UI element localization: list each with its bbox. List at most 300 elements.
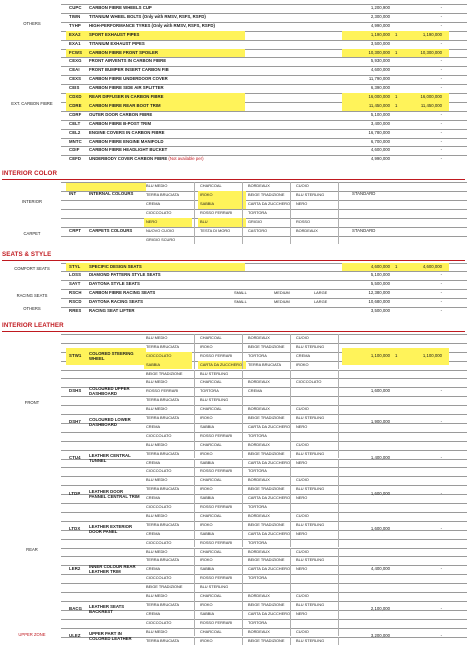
colour-option[interactable]: TERRA BRUCIATA bbox=[146, 343, 179, 352]
option-code: RSCH bbox=[69, 289, 82, 298]
cell-divider bbox=[242, 503, 243, 512]
group-others: OTHERS bbox=[4, 21, 60, 26]
option-code: CEAI bbox=[69, 66, 80, 75]
colour-option[interactable]: SABBIA bbox=[200, 423, 214, 432]
colour-option[interactable]: BLU MEDIO bbox=[146, 476, 167, 485]
colour-row bbox=[0, 556, 467, 565]
colour-option[interactable]: ROSSO FERRARI bbox=[200, 503, 232, 512]
cell-divider bbox=[338, 361, 339, 370]
colour-row bbox=[0, 209, 467, 218]
option-row-cdif bbox=[0, 146, 467, 155]
cell-divider bbox=[194, 200, 195, 209]
colour-option[interactable]: CIOCCOLATO bbox=[146, 209, 171, 218]
colour-row bbox=[0, 512, 467, 521]
colour-option[interactable]: TERRA BRUCIATA bbox=[146, 414, 179, 423]
colour-option[interactable]: TESTA DI MORO bbox=[200, 227, 230, 236]
cell-divider bbox=[242, 476, 243, 485]
colour-option[interactable]: BLU MEDIO bbox=[146, 548, 167, 557]
option-row-ltdx bbox=[0, 525, 467, 534]
colour-option[interactable]: CUOIO bbox=[296, 476, 309, 485]
selected-price: - bbox=[398, 490, 442, 499]
group-carpet: CARPET bbox=[4, 231, 60, 236]
colour-option[interactable]: CHARCOAL bbox=[200, 182, 222, 191]
cell-divider bbox=[194, 592, 195, 601]
option-row-stw1 bbox=[0, 352, 467, 361]
cell-divider bbox=[194, 619, 195, 628]
option-code: CDIF bbox=[69, 146, 79, 155]
cell-divider bbox=[194, 539, 195, 548]
colour-option[interactable]: NERO bbox=[296, 423, 307, 432]
section-interior-color: INTERIOR COLOR bbox=[2, 170, 57, 177]
colour-option[interactable]: CREMA bbox=[146, 530, 160, 539]
option-row-exa2 bbox=[0, 31, 467, 40]
colour-option[interactable]: TERRA BRUCIATA bbox=[146, 485, 179, 494]
colour-option[interactable]: BLU MEDIO bbox=[146, 334, 167, 343]
colour-option[interactable]: BLU MEDIO bbox=[146, 182, 167, 191]
colour-option[interactable]: BLU STERLING bbox=[296, 556, 324, 565]
colour-option[interactable]: CARTA DA ZUCCHERO bbox=[248, 610, 290, 619]
selected-qty: 1 bbox=[395, 93, 397, 102]
cell-divider bbox=[290, 378, 291, 387]
colour-option[interactable]: CREMA bbox=[296, 352, 310, 361]
colour-option[interactable]: IROKO bbox=[200, 485, 213, 494]
cell-divider bbox=[338, 236, 339, 245]
option-code: MNTC bbox=[69, 138, 82, 147]
colour-option[interactable]: CREMA bbox=[248, 387, 262, 396]
seat-size-option[interactable]: SMALL bbox=[234, 289, 247, 298]
colour-option[interactable]: BLU MEDIO bbox=[146, 592, 167, 601]
colour-option[interactable]: CHARCOAL bbox=[200, 441, 222, 450]
colour-option[interactable]: ROSSO FERRARI bbox=[200, 432, 232, 441]
cell-divider bbox=[194, 476, 195, 485]
option-price: 4,600,000 bbox=[346, 146, 390, 155]
selected-price: - bbox=[398, 4, 442, 13]
colour-option[interactable]: TERRA BRUCIATA bbox=[146, 450, 179, 459]
colour-row bbox=[0, 548, 467, 557]
option-description: CARBON FIBRE ENGINE MANIFOLD bbox=[89, 138, 163, 147]
colour-option[interactable]: CHARCOAL bbox=[200, 378, 222, 387]
option-description: DAYTONA RACING SEATS bbox=[89, 298, 143, 307]
colour-option[interactable]: TORTORA bbox=[248, 209, 267, 218]
colour-option[interactable]: CHARCOAL bbox=[200, 592, 222, 601]
selected-price: - bbox=[398, 40, 442, 49]
colour-option[interactable]: CHARCOAL bbox=[200, 512, 222, 521]
colour-option[interactable]: BORDEAUX bbox=[248, 378, 270, 387]
colour-option[interactable]: CIOCCOLATO bbox=[146, 539, 171, 548]
colour-option[interactable]: TORTORA bbox=[200, 387, 219, 396]
colour-row bbox=[0, 619, 467, 628]
cell-divider bbox=[242, 574, 243, 583]
colour-option[interactable]: BEIGE TRADIZIONE bbox=[248, 450, 284, 459]
seat-size-option[interactable]: LARGE bbox=[314, 298, 327, 307]
availability-note: (Not available per) bbox=[167, 156, 203, 161]
option-price: 3,500,000 bbox=[346, 40, 390, 49]
colour-option[interactable]: NERO bbox=[296, 610, 307, 619]
seat-size-option[interactable]: SMALL bbox=[234, 298, 247, 307]
option-description: TITANIUM WHEEL BOLTS (Only with RMSV, RSFS, RSFD) bbox=[89, 13, 206, 22]
colour-row bbox=[0, 583, 467, 592]
colour-option[interactable]: BLU MEDIO bbox=[146, 512, 167, 521]
cell-divider bbox=[290, 583, 291, 592]
colour-option[interactable]: NERO bbox=[296, 565, 307, 574]
selected-price: 16,000,000 bbox=[398, 93, 442, 102]
option-row-ctu4 bbox=[0, 454, 467, 463]
colour-option[interactable]: BORDEAUX bbox=[248, 334, 270, 343]
colour-row bbox=[0, 227, 467, 236]
colour-option[interactable]: CIOCCOLATO bbox=[146, 467, 171, 476]
colour-option[interactable]: BORDEAUX bbox=[248, 182, 270, 191]
seat-size-option[interactable]: MEDIUM bbox=[274, 298, 290, 307]
colour-option[interactable]: CHARCOAL bbox=[200, 334, 222, 343]
cell-divider bbox=[290, 574, 291, 583]
colour-option[interactable]: IROKO bbox=[200, 601, 213, 610]
colour-option[interactable]: CHARCOAL bbox=[200, 548, 222, 557]
colour-option[interactable]: SABBIA bbox=[200, 530, 214, 539]
option-code: LTDX bbox=[69, 525, 80, 534]
colour-option[interactable]: BLU MEDIO bbox=[146, 628, 167, 637]
colour-option[interactable]: CUOIO bbox=[296, 628, 309, 637]
colour-option[interactable]: TERRA BRUCIATA bbox=[146, 637, 179, 645]
colour-option[interactable]: ROSSO bbox=[296, 218, 310, 227]
colour-option[interactable]: TORTORA bbox=[248, 619, 267, 628]
colour-row bbox=[0, 405, 467, 414]
colour-option[interactable]: TORTORA bbox=[248, 467, 267, 476]
colour-option[interactable]: CIOCCOLATO bbox=[146, 503, 171, 512]
cell-divider bbox=[242, 200, 243, 209]
option-description: INNER COLOUR REAR LEATHER TRIM bbox=[89, 564, 141, 574]
cell-divider bbox=[194, 441, 195, 450]
colour-option[interactable]: BLU STERLING bbox=[296, 601, 324, 610]
colour-option[interactable]: TERRA BRUCIATA bbox=[146, 556, 179, 565]
colour-option[interactable]: IROKO bbox=[296, 361, 309, 370]
option-price: 11,790,000 bbox=[346, 75, 390, 84]
colour-option[interactable]: BORDEAUX bbox=[296, 227, 318, 236]
colour-option[interactable]: TORTORA bbox=[248, 503, 267, 512]
colour-option[interactable]: ROSSO FERRARI bbox=[200, 352, 232, 361]
selected-price: - bbox=[398, 454, 442, 463]
option-price: 5,500,000 bbox=[346, 280, 390, 289]
colour-option[interactable]: BORDEAUX bbox=[248, 512, 270, 521]
option-row-rres bbox=[0, 307, 467, 316]
cell-divider bbox=[242, 209, 243, 218]
colour-option[interactable]: CARTA DA ZUCCHERO bbox=[248, 494, 290, 503]
colour-option[interactable]: IROKO bbox=[200, 556, 213, 565]
colour-option[interactable]: SABBIA bbox=[200, 565, 214, 574]
colour-option[interactable]: BLU bbox=[200, 218, 208, 227]
option-price: 1,600,000 bbox=[346, 490, 390, 499]
cell-divider bbox=[338, 592, 339, 601]
cell-divider bbox=[242, 370, 243, 379]
colour-option[interactable]: TERRA BRUCIATA bbox=[146, 191, 179, 200]
colour-option[interactable]: CARTA DA ZUCCHERO bbox=[248, 423, 290, 432]
cell-divider bbox=[338, 200, 339, 209]
option-code: CEXG bbox=[69, 57, 82, 66]
option-price: 5,930,000 bbox=[346, 57, 390, 66]
colour-option[interactable]: BLU STERLING bbox=[296, 485, 324, 494]
colour-option[interactable]: BLU STERLING bbox=[296, 450, 324, 459]
colour-option[interactable]: BORDEAUX bbox=[248, 441, 270, 450]
colour-option[interactable]: TERRA BRUCIATA bbox=[248, 361, 281, 370]
colour-option[interactable]: BLU STERLING bbox=[200, 583, 228, 592]
cell-divider bbox=[290, 209, 291, 218]
colour-option[interactable]: BEIGE TRADIZIONE bbox=[248, 637, 284, 645]
colour-option[interactable]: TORTORA bbox=[248, 352, 267, 361]
colour-option[interactable]: ROSSO FERRARI bbox=[200, 209, 232, 218]
cell-divider bbox=[242, 218, 243, 227]
cell-divider bbox=[290, 512, 291, 521]
colour-option[interactable]: BEIGE TRADIZIONE bbox=[146, 583, 182, 592]
group-ext-carbon: EXT. CARBON FIBRE bbox=[4, 101, 60, 106]
option-code: LER2 bbox=[69, 565, 80, 574]
colour-option[interactable]: BLU MEDIO bbox=[146, 378, 167, 387]
option-price: 2,100,000 bbox=[346, 605, 390, 614]
option-description: INTERNAL COLOURS bbox=[89, 190, 133, 199]
selected-price: - bbox=[398, 387, 442, 396]
option-row-celt bbox=[0, 120, 467, 129]
option-price: 1,400,000 bbox=[346, 454, 390, 463]
colour-option[interactable]: CUOIO bbox=[296, 405, 309, 414]
colour-option[interactable]: BEIGE TRADIZIONE bbox=[248, 485, 284, 494]
colour-option[interactable]: BORDEAUX bbox=[248, 628, 270, 637]
cell-divider bbox=[290, 182, 291, 191]
selected-price: - bbox=[398, 271, 442, 280]
colour-option[interactable]: CUOIO bbox=[296, 334, 309, 343]
colour-option[interactable]: IROKO bbox=[200, 343, 213, 352]
colour-option[interactable]: NERO bbox=[296, 530, 307, 539]
colour-option[interactable]: CARTA DA ZUCCHERO bbox=[248, 530, 290, 539]
option-description: DIAMOND PATTERN STYLE SEATS bbox=[89, 271, 161, 280]
colour-option[interactable]: BEIGE TRADIZIONE bbox=[248, 556, 284, 565]
option-code: SAYT bbox=[69, 280, 80, 289]
colour-option[interactable]: SABBIA bbox=[200, 494, 214, 503]
cell-divider bbox=[242, 182, 243, 191]
colour-option[interactable]: CUOIO bbox=[296, 182, 309, 191]
option-price: 10,680,000 bbox=[346, 298, 390, 307]
cell-divider bbox=[290, 503, 291, 512]
colour-option[interactable]: BLU STERLING bbox=[296, 637, 324, 645]
seat-size-option[interactable]: MEDIUM bbox=[274, 289, 290, 298]
option-price: 1,190,000 bbox=[346, 31, 390, 40]
cell-divider bbox=[338, 227, 339, 236]
cell-divider bbox=[338, 467, 339, 476]
colour-option[interactable]: IROKO bbox=[200, 637, 213, 645]
colour-option[interactable]: BLU STERLING bbox=[296, 343, 324, 352]
option-row-cdrf bbox=[0, 111, 467, 120]
cell-divider bbox=[290, 218, 291, 227]
option-description: CARBON FIBRE WHEELS CUP bbox=[89, 4, 152, 13]
cell-divider bbox=[338, 378, 339, 387]
cell-divider bbox=[242, 512, 243, 521]
colour-option[interactable]: BEIGE TRADIZIONE bbox=[248, 343, 284, 352]
colour-option[interactable]: BEIGE TRADIZIONE bbox=[248, 601, 284, 610]
option-code: STYL bbox=[69, 263, 80, 272]
colour-option[interactable]: IROKO bbox=[200, 450, 213, 459]
colour-option[interactable]: NUOVO CUOIO bbox=[146, 227, 174, 236]
option-row-ceis bbox=[0, 84, 467, 93]
colour-option[interactable]: BORDEAUX bbox=[248, 476, 270, 485]
cell-divider bbox=[338, 476, 339, 485]
colour-option[interactable]: IROKO bbox=[200, 521, 213, 530]
cell-divider bbox=[194, 396, 195, 405]
colour-row bbox=[0, 370, 467, 379]
option-description: FRONT BUMPER INSERT CARBON FIB bbox=[89, 66, 169, 75]
colour-option[interactable]: BLU STERLING bbox=[296, 191, 324, 200]
option-code: RSCD bbox=[69, 298, 82, 307]
colour-option[interactable]: TORTORA bbox=[248, 574, 267, 583]
cell-divider bbox=[290, 343, 291, 352]
cell-divider bbox=[194, 227, 195, 236]
option-row-ulez bbox=[0, 632, 467, 641]
cell-divider bbox=[338, 441, 339, 450]
colour-option[interactable]: BLU MEDIO bbox=[146, 405, 167, 414]
selected-price: 1,100,000 bbox=[398, 352, 442, 361]
option-code: DSHS bbox=[69, 387, 81, 396]
colour-option[interactable]: SABBIA bbox=[200, 200, 214, 209]
colour-option[interactable]: SABBIA bbox=[146, 361, 160, 370]
cell-divider bbox=[290, 539, 291, 548]
option-code: LTDP bbox=[69, 490, 80, 499]
option-code: LOSS bbox=[69, 271, 81, 280]
colour-option[interactable]: CIOCCOLATO bbox=[146, 352, 171, 361]
colour-option[interactable]: CIOCCOLATO bbox=[296, 378, 321, 387]
option-row-loss bbox=[0, 271, 467, 280]
colour-row bbox=[0, 396, 467, 405]
colour-option[interactable]: TERRA BRUCIATA bbox=[146, 601, 179, 610]
colour-option[interactable]: BLU STERLING bbox=[296, 414, 324, 423]
colour-option[interactable]: TERRA BRUCIATA bbox=[146, 521, 179, 530]
cell-divider bbox=[290, 556, 291, 565]
option-row-ltdp bbox=[0, 490, 467, 499]
colour-option[interactable]: BLU MEDIO bbox=[146, 441, 167, 450]
selected-qty: 1 bbox=[395, 102, 397, 111]
section-interior-leather: INTERIOR LEATHER bbox=[2, 322, 64, 329]
colour-row bbox=[0, 432, 467, 441]
option-price: 1,600,000 bbox=[346, 387, 390, 396]
option-price: 4,990,000 bbox=[346, 155, 390, 164]
colour-option[interactable]: CIOCCOLATO bbox=[146, 574, 171, 583]
colour-option[interactable]: TERRA BRUCIATA bbox=[146, 396, 179, 405]
selected-price: - bbox=[398, 120, 442, 129]
cell-divider bbox=[338, 343, 339, 352]
colour-option[interactable]: CIOCCOLATO bbox=[146, 432, 171, 441]
cell-divider bbox=[194, 334, 195, 343]
cell-divider bbox=[290, 227, 291, 236]
option-description: CARBON FIBRE FRONT SPOILER bbox=[89, 49, 158, 58]
colour-option[interactable]: CUOIO bbox=[296, 441, 309, 450]
colour-option[interactable]: ROSSO FERRARI bbox=[146, 387, 178, 396]
seat-size-option[interactable]: LARGE bbox=[314, 289, 327, 298]
colour-option[interactable]: NERO bbox=[296, 494, 307, 503]
colour-option[interactable]: ROSSO FERRARI bbox=[200, 539, 232, 548]
colour-option[interactable]: CREMA bbox=[146, 459, 160, 468]
option-description: CARPETS COLOURS bbox=[89, 227, 132, 236]
colour-option[interactable]: NERO bbox=[296, 459, 307, 468]
colour-option[interactable]: CUOIO bbox=[296, 548, 309, 557]
colour-option[interactable]: CHARCOAL bbox=[200, 628, 222, 637]
option-description: CARBON FIBRE RACING SEATS bbox=[89, 289, 155, 298]
colour-option[interactable]: CHARCOAL bbox=[200, 405, 222, 414]
colour-option[interactable]: IROKO bbox=[200, 191, 213, 200]
colour-option[interactable]: BLU STERLING bbox=[200, 396, 228, 405]
standard-label: STANDARD bbox=[352, 227, 375, 236]
colour-option[interactable]: TORTORA bbox=[248, 432, 267, 441]
colour-option[interactable]: CARTA DA ZUCCHERO bbox=[248, 565, 290, 574]
colour-option[interactable]: CARTA DA ZUCCHERO bbox=[248, 459, 290, 468]
cell-divider bbox=[242, 378, 243, 387]
option-price: 11,450,000 bbox=[346, 102, 390, 111]
colour-option[interactable]: CUOIO bbox=[296, 592, 309, 601]
colour-option[interactable]: ROSSO FERRARI bbox=[200, 574, 232, 583]
row-rule bbox=[61, 396, 467, 397]
colour-option[interactable]: GRIGIO bbox=[248, 218, 262, 227]
colour-option[interactable]: BEIGE TRADIZIONE bbox=[248, 414, 284, 423]
colour-option[interactable]: SABBIA bbox=[200, 459, 214, 468]
cell-divider bbox=[338, 370, 339, 379]
colour-option[interactable]: BEIGE TRADIZIONE bbox=[146, 370, 182, 379]
option-price: 3,200,000 bbox=[346, 632, 390, 641]
cell-divider bbox=[338, 548, 339, 557]
colour-option[interactable]: CARTA DA ZUCCHERO bbox=[248, 200, 290, 209]
colour-option[interactable]: CREMA bbox=[146, 200, 160, 209]
colour-option[interactable]: BLU STERLING bbox=[296, 521, 324, 530]
option-price: 5,100,000 bbox=[346, 271, 390, 280]
option-description: LEATHER CENTRAL TUNNEL bbox=[89, 453, 141, 463]
colour-option[interactable]: CREMA bbox=[146, 494, 160, 503]
cell-divider bbox=[194, 512, 195, 521]
colour-option[interactable]: CARTA DA ZUCCHERO bbox=[200, 361, 242, 370]
colour-option[interactable]: IROKO bbox=[200, 414, 213, 423]
colour-option[interactable]: CREMA bbox=[146, 610, 160, 619]
row-rule bbox=[61, 370, 467, 371]
colour-option[interactable]: BEIGE TRADIZIONE bbox=[248, 191, 284, 200]
colour-option[interactable]: CREMA bbox=[146, 423, 160, 432]
colour-option[interactable]: BLU STERLING bbox=[200, 370, 228, 379]
colour-option[interactable]: NERO bbox=[146, 218, 157, 227]
colour-option[interactable]: NERO bbox=[296, 200, 307, 209]
colour-option[interactable]: CREMA bbox=[146, 565, 160, 574]
option-description: CARBON FIBRE REAR BOOT TRIM bbox=[89, 102, 161, 111]
option-row-rscd bbox=[0, 298, 467, 307]
colour-option[interactable]: SABBIA bbox=[200, 610, 214, 619]
option-price: 1,600,000 bbox=[346, 525, 390, 534]
colour-option[interactable]: BEIGE TRADIZIONE bbox=[248, 521, 284, 530]
colour-option[interactable]: ROSSO FERRARI bbox=[200, 467, 232, 476]
colour-option[interactable]: BORDEAUX bbox=[248, 592, 270, 601]
colour-option[interactable]: CASTORO bbox=[248, 227, 267, 236]
cell-divider bbox=[194, 218, 195, 227]
colour-option[interactable]: BORDEAUX bbox=[248, 548, 270, 557]
option-row-dsh7 bbox=[0, 418, 467, 427]
cell-divider bbox=[242, 396, 243, 405]
colour-option[interactable]: BORDEAUX bbox=[248, 405, 270, 414]
colour-row bbox=[0, 539, 467, 548]
colour-option[interactable]: CUOIO bbox=[296, 512, 309, 521]
colour-row bbox=[0, 441, 467, 450]
colour-option[interactable]: CIOCCOLATO bbox=[146, 619, 171, 628]
cell-divider bbox=[338, 218, 339, 227]
option-description: UPPER PART IN COLORED LEATHER bbox=[89, 631, 141, 641]
colour-option[interactable]: TORTORA bbox=[248, 539, 267, 548]
cell-divider bbox=[242, 432, 243, 441]
colour-row bbox=[0, 476, 467, 485]
option-price: 1,900,000 bbox=[346, 418, 390, 427]
option-description: TITANIUM EXHAUST PIPES bbox=[89, 40, 145, 49]
colour-option[interactable]: ROSSO FERRARI bbox=[200, 619, 232, 628]
colour-option[interactable]: CHARCOAL bbox=[200, 476, 222, 485]
option-description: CARBON FIBRE B-POST TRIM bbox=[89, 120, 151, 129]
cell-divider bbox=[194, 370, 195, 379]
colour-option[interactable]: GRIGIO SCURO bbox=[146, 236, 175, 245]
